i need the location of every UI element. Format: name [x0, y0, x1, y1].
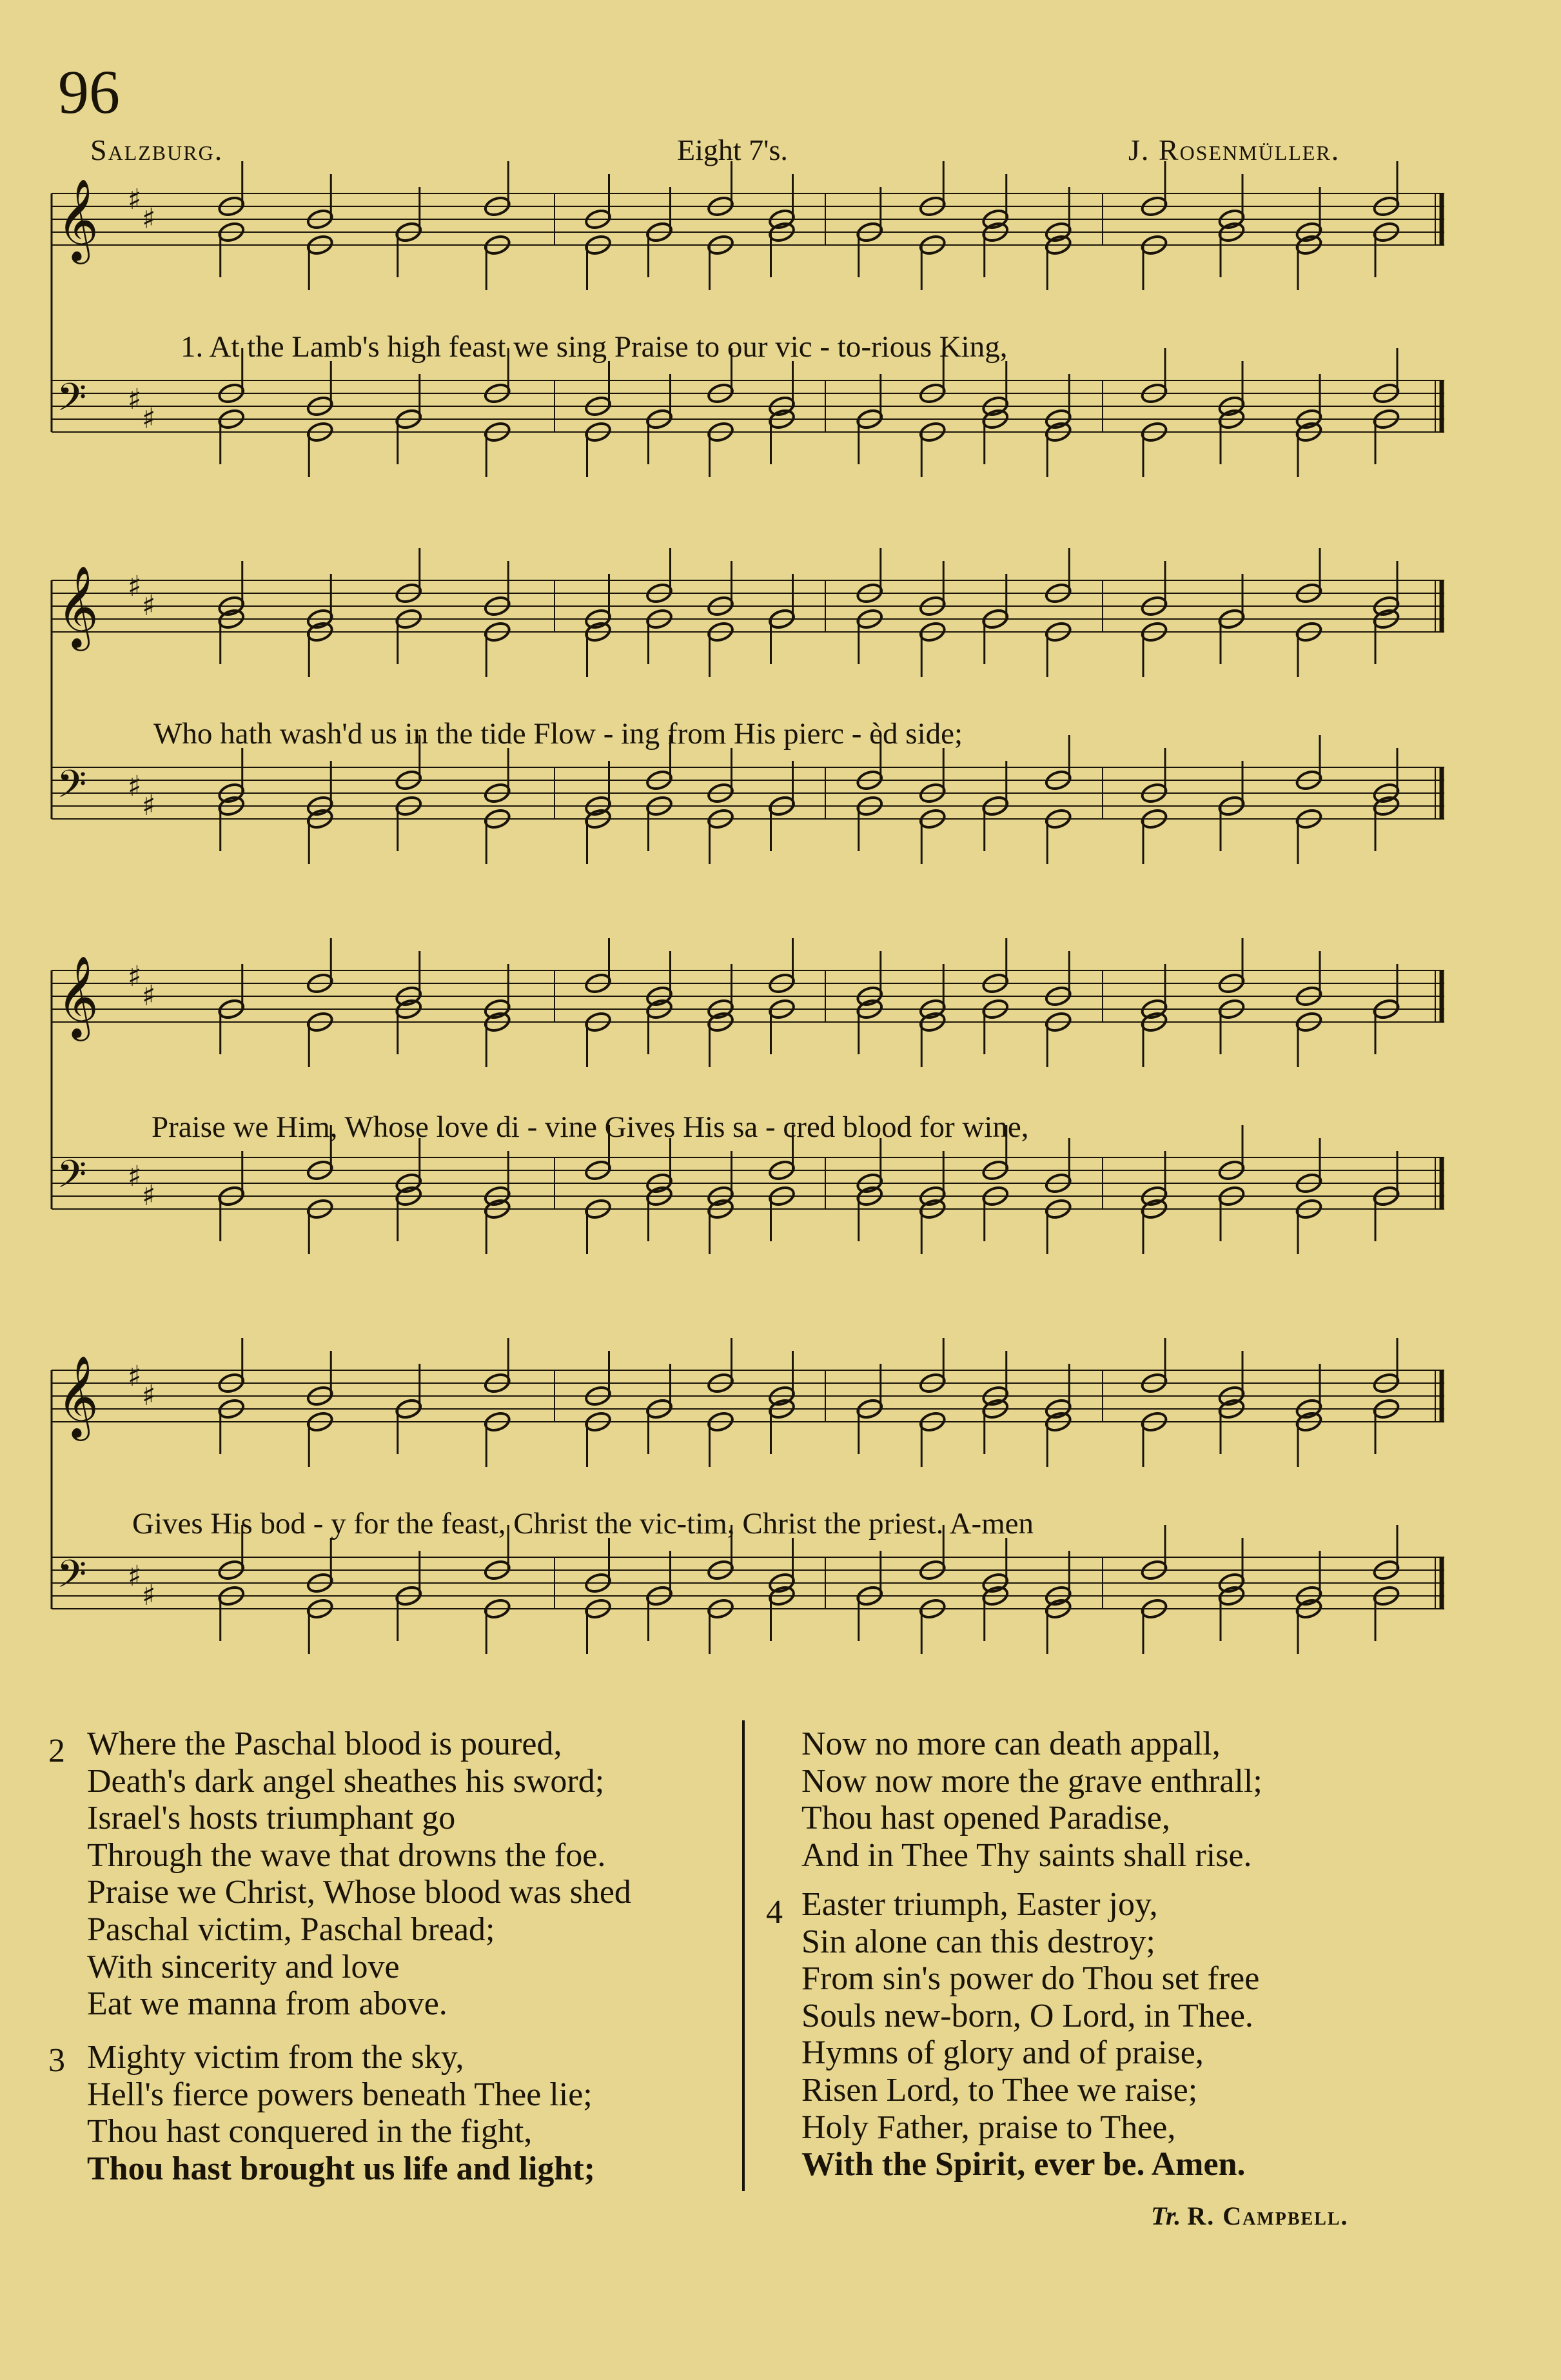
column-divider	[742, 1720, 745, 2191]
verse-line: Thou hast conquered in the fight,	[87, 2113, 533, 2150]
sharp-icon: ♯	[128, 1560, 142, 1593]
page-number: 96	[58, 57, 120, 126]
verse-3	[87, 2039, 595, 2187]
translator-credit	[1151, 2203, 1349, 2229]
verse-line: From sin's power do Thou set free	[801, 1960, 1260, 1998]
bass-clef-icon: 𝄢	[57, 375, 87, 429]
meter: Eight 7's.	[677, 133, 788, 166]
treble-clef-icon: 𝄞	[57, 178, 99, 261]
sharp-icon: ♯	[128, 383, 142, 416]
verse-4	[801, 1886, 1259, 2183]
treble-clef-icon: 𝄞	[57, 565, 99, 647]
sharp-icon: ♯	[128, 183, 142, 216]
music-system-2	[52, 565, 1444, 883]
verse-line: Eat we manna from above.	[87, 1985, 447, 2023]
verse-line: Risen Lord, to Thee we raise;	[801, 2071, 1198, 2109]
treble-clef-icon: 𝄞	[57, 955, 99, 1038]
verse-line: Holy Father, praise to Thee,	[801, 2109, 1176, 2146]
lyric-line-4: Gives His bod - y for the feast, Christ the vic-tim, Christ the priest. A-men	[132, 1507, 1034, 1540]
sharp-icon: ♯	[128, 770, 142, 803]
verse-line: With sincerity and love	[87, 1948, 400, 1985]
credit-name: R. Campbell.	[1187, 2201, 1349, 2230]
sharp-icon: ♯	[142, 402, 156, 435]
verse-line: Hell's fierce powers beneath Thee lie;	[87, 2076, 593, 2113]
music-system-1	[52, 178, 1444, 497]
sharp-icon: ♯	[128, 1160, 142, 1193]
verse-line: Israel's hosts triumphant go	[87, 1800, 456, 1837]
verse-line: And in Thee Thy saints shall rise.	[801, 1836, 1252, 1874]
sharp-icon: ♯	[142, 1579, 156, 1612]
verse-line: Where the Paschal blood is poured,	[87, 1726, 562, 1762]
sharp-icon: ♯	[142, 1179, 156, 1212]
sharp-icon: ♯	[128, 570, 142, 603]
sharp-icon: ♯	[142, 589, 156, 622]
sharp-icon: ♯	[142, 979, 156, 1012]
lyric-line-3: Praise we Him, Whose love di - vine Gives His sa - cred blood for wine,	[152, 1110, 1029, 1144]
lyric-line-1: 1. At the Lamb's high feast we sing Praise to our vic - to-rious King,	[181, 330, 1008, 364]
credit-prefix: Tr.	[1151, 2201, 1181, 2230]
treble-clef-icon: 𝄞	[57, 1355, 99, 1437]
tune-name: Salzburg.	[90, 133, 224, 166]
verse-number: 2	[48, 1733, 65, 1769]
verse-2	[87, 1726, 631, 2023]
music-system-4	[52, 1355, 1444, 1673]
verse-line: Sin alone can this destroy;	[801, 1923, 1155, 1960]
lyric-line-2: Who hath wash'd us in the tide Flow - ing from His pierc - èd side;	[153, 717, 963, 751]
verse-line: Thou hast opened Paradise,	[801, 1800, 1170, 1837]
verse-line: Hymns of glory and of praise,	[801, 2034, 1204, 2072]
bass-clef-icon: 𝄢	[57, 1152, 87, 1206]
verse-line: Now no more can death appall,	[801, 1726, 1221, 1762]
verse-line: With the Spirit, ever be. Amen.	[801, 2146, 1246, 2183]
verse-3-continued	[801, 1726, 1262, 1874]
verse-line: Mighty victim from the sky,	[87, 2039, 464, 2076]
verse-line: Paschal victim, Paschal bread;	[87, 1911, 495, 1948]
bass-clef-icon: 𝄢	[57, 1551, 87, 1606]
sharp-icon: ♯	[128, 960, 142, 993]
verse-line: Easter triumph, Easter joy,	[801, 1886, 1158, 1923]
composer: J. Rosenmüller.	[1128, 133, 1340, 166]
sharp-icon: ♯	[142, 789, 156, 822]
verse-number: 4	[766, 1894, 783, 1931]
music-system-3	[52, 955, 1444, 1274]
verse-number: 3	[48, 2042, 65, 2079]
verse-line: Death's dark angel sheathes his sword;	[87, 1762, 605, 1800]
verse-line: Now now more the grave enthrall;	[801, 1762, 1262, 1800]
sharp-icon: ♯	[128, 1360, 142, 1393]
sharp-icon: ♯	[142, 202, 156, 235]
verse-line: Praise we Christ, Whose blood was shed	[87, 1874, 631, 1911]
verse-line: Through the wave that drowns the foe.	[87, 1836, 606, 1874]
verse-line: Thou hast brought us life and light;	[87, 2150, 595, 2187]
verse-line: Souls new-born, O Lord, in Thee.	[801, 1997, 1253, 2034]
bass-clef-icon: 𝄢	[57, 762, 87, 816]
sharp-icon: ♯	[142, 1379, 156, 1412]
